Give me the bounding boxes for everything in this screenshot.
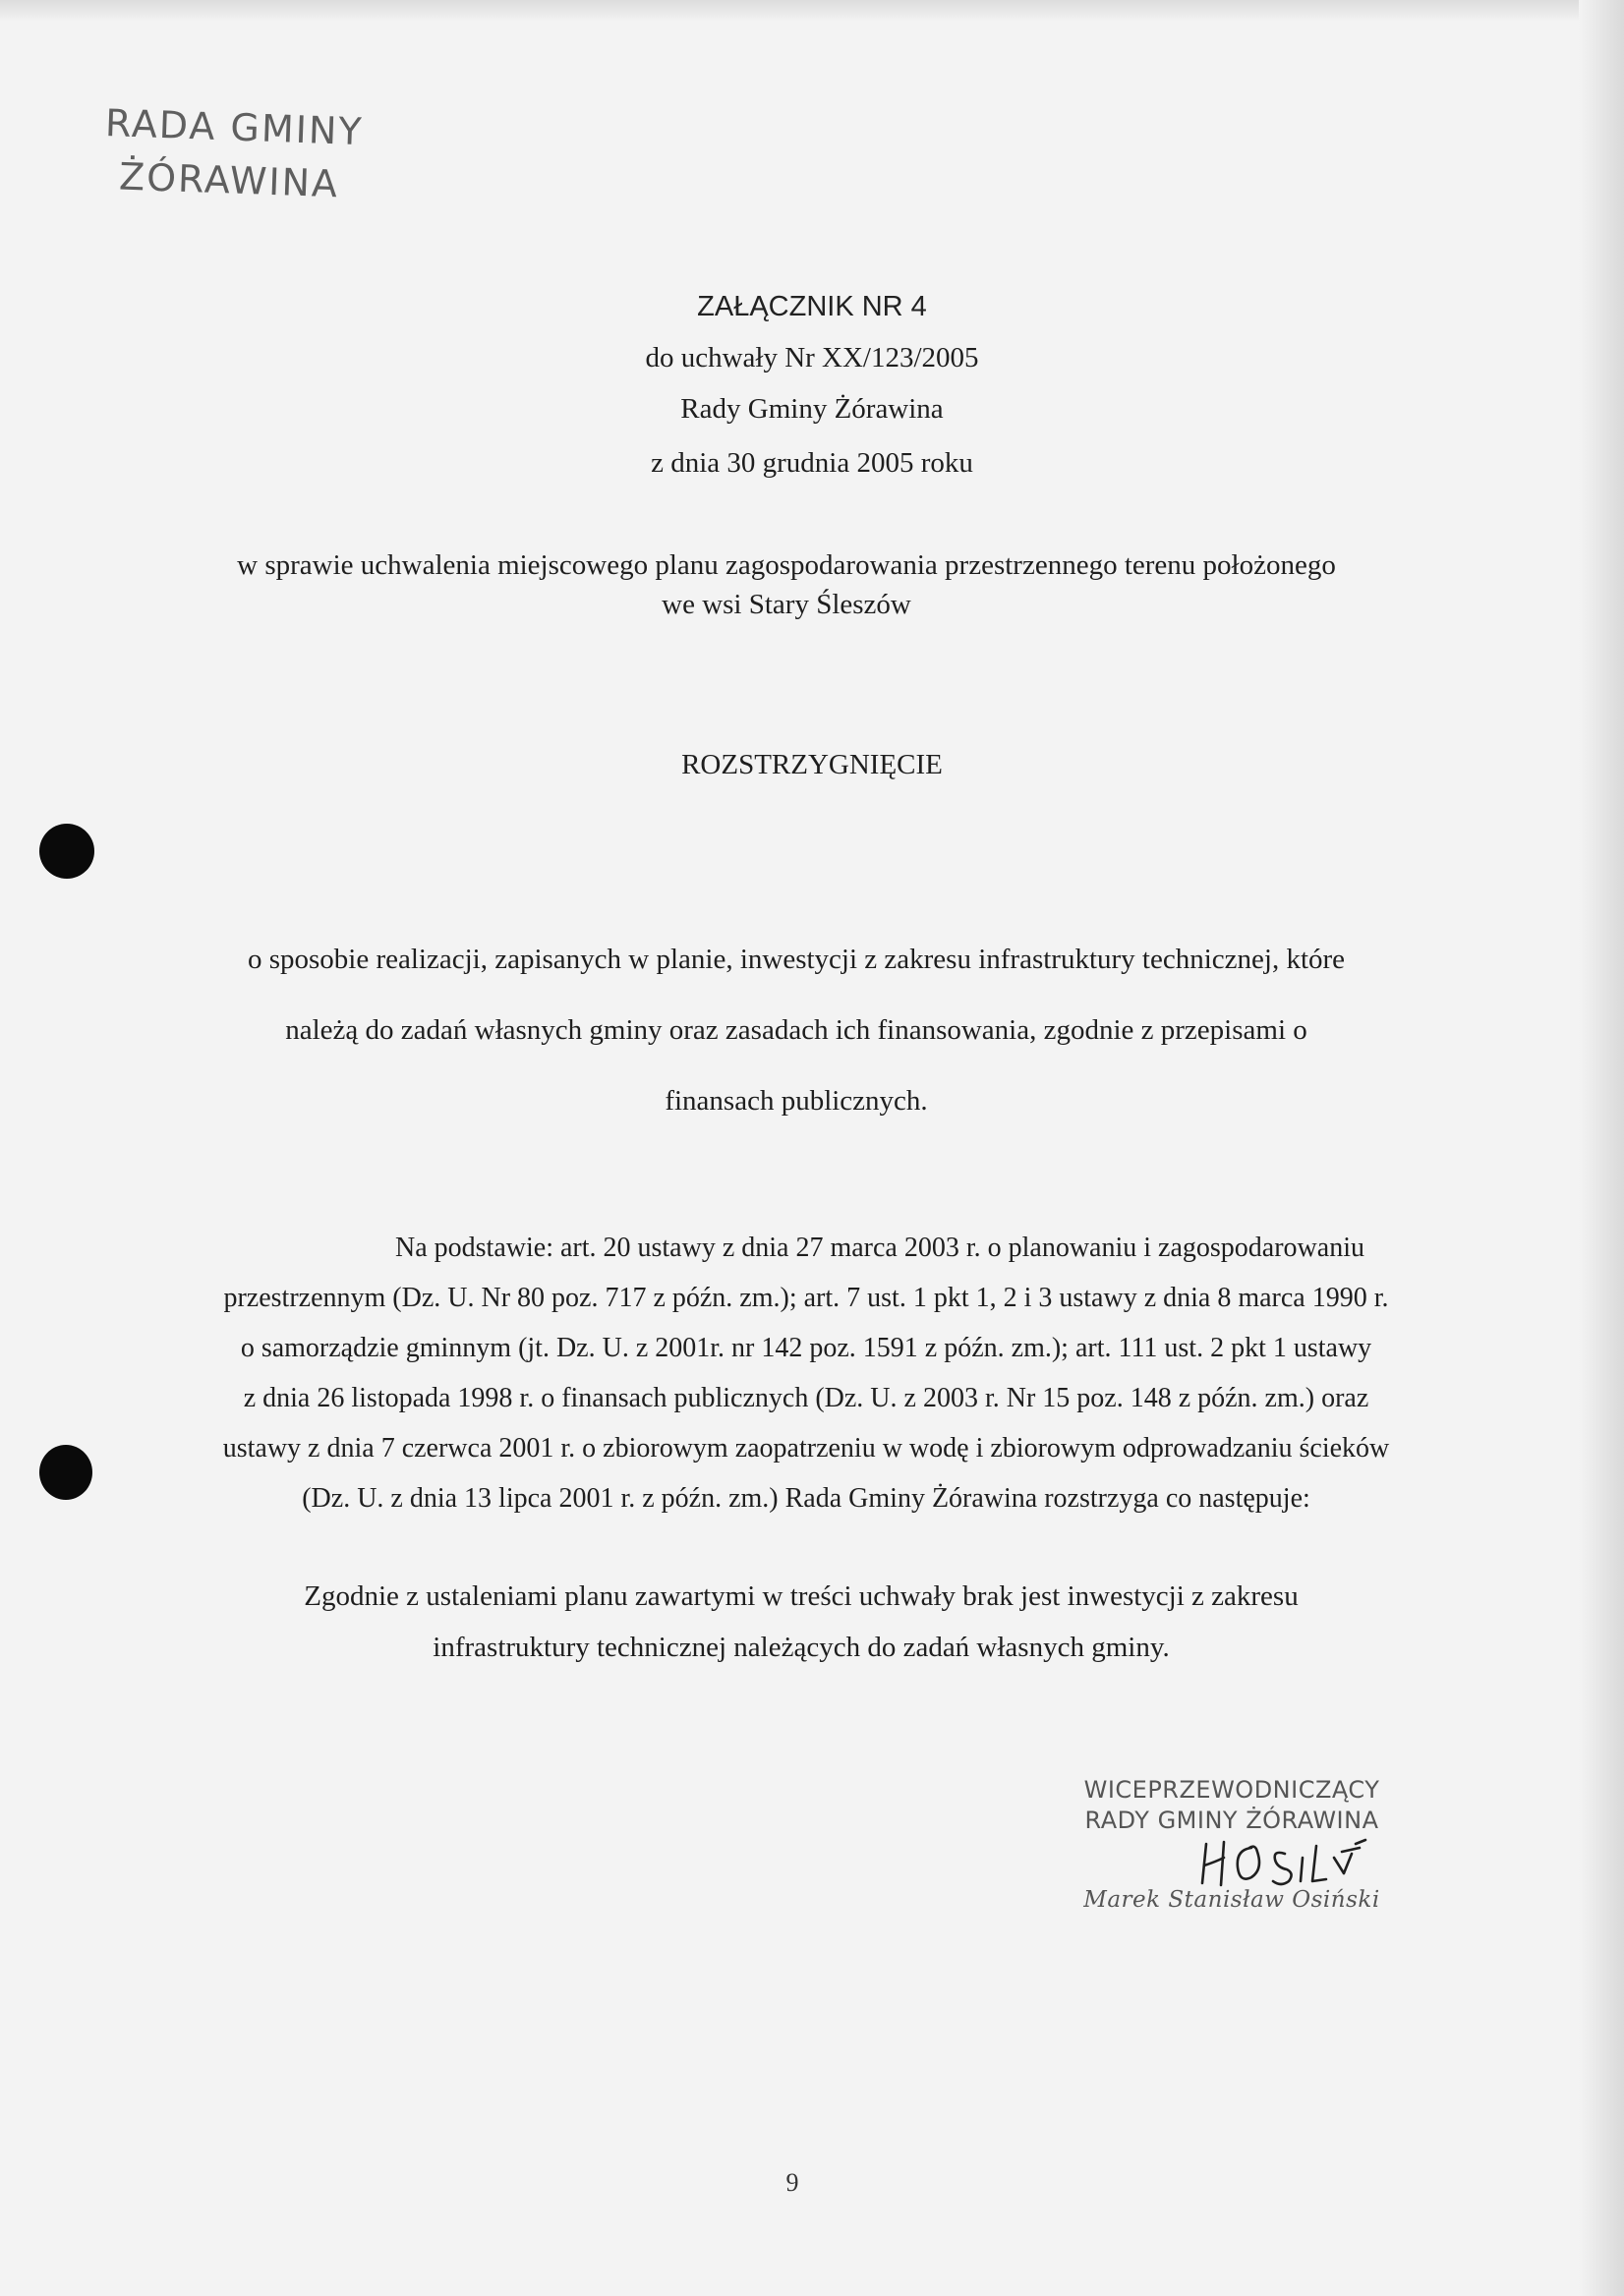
- subject-line-1: w sprawie uchwalenia miejscowego planu zagospodarowania przestrzennego terenu położonego: [237, 549, 1336, 581]
- subject-line-2: we wsi Stary Śleszów: [662, 589, 911, 620]
- decision-purpose: [118, 924, 1475, 1136]
- scan-top-shadow: [0, 0, 1624, 22]
- purpose-line-1: o sposobie realizacji, zapisanych w planie, inwestycji z zakresu infrastruktury technicznej, które: [247, 944, 1346, 975]
- signature-title-line-2: RADY GMINY ŻÓRAWINA: [1084, 1807, 1379, 1834]
- annex-title: ZAŁĄCZNIK NR 4: [697, 291, 927, 322]
- legal-line-3: o samorządzie gminnym (jt. Dz. U. z 2001r. nr 142 poz. 1591 z późn. zm.); art. 111 ust. 2 pkt 1 ustawy: [240, 1333, 1372, 1363]
- purpose-line-2: należą do zadań własnych gminy oraz zasadach ich finansowania, zgodnie z przepisami o: [285, 1014, 1307, 1046]
- resolution-subject: [147, 545, 1425, 624]
- signature-title-line-1: WICEPRZEWODNICZĄCY: [1083, 1776, 1380, 1804]
- resolution-number: do uchwały Nr XX/123/2005: [645, 342, 979, 373]
- legal-line-5: ustawy z dnia 7 czerwca 2001 r. o zbiorowym zaopatrzeniu w wodę i zbiorowym odprowadzaniu ścieków: [222, 1433, 1390, 1464]
- conclusion-line-2: infrastruktury technicznej należących do zadań własnych gminy.: [433, 1632, 1170, 1663]
- stamp-line-1: RADA GMINY: [104, 100, 365, 154]
- conclusion-line-1: Zgodnie z ustaleniami planu zawartymi w treści uchwały brak jest inwestycji z zakresu: [304, 1580, 1299, 1612]
- page-number: 9: [785, 2168, 799, 2197]
- legal-line-2: przestrzennym (Dz. U. Nr 80 poz. 717 z późn. zm.); art. 7 ust. 1 pkt 1, 2 i 3 ustawy z dnia 8 marca 1990 r.: [223, 1283, 1389, 1313]
- handwritten-signature: [1194, 1836, 1371, 1891]
- stamp-line-2: ŻÓRAWINA: [118, 154, 340, 206]
- council-name: Rady Gminy Żórawina: [680, 393, 944, 425]
- legal-line-6: (Dz. U. z dnia 13 lipca 2001 r. z późn. zm.) Rada Gminy Żórawina rozstrzyga co następuje:: [302, 1483, 1310, 1514]
- legal-line-1: Na podstawie: art. 20 ustawy z dnia 27 marca 2003 r. o planowaniu i zagospodarowaniu: [395, 1233, 1364, 1263]
- punch-hole-top: [39, 824, 94, 879]
- council-stamp: [102, 96, 364, 211]
- legal-basis-paragraph: [147, 1223, 1465, 1523]
- decision-title: ROZSTRZYGNIĘCIE: [681, 749, 943, 780]
- signatory-name: Marek Stanisław Osiński: [1083, 1887, 1380, 1913]
- resolution-date: z dnia 30 grudnia 2005 roku: [651, 447, 973, 479]
- legal-line-4: z dnia 26 listopada 1998 r. o finansach publicznych (Dz. U. z 2003 r. Nr 15 poz. 148 z późn. zm.) oraz: [243, 1383, 1369, 1413]
- conclusion-paragraph: [295, 1571, 1307, 1673]
- punch-hole-bottom: [39, 1445, 92, 1500]
- purpose-line-3: finansach publicznych.: [665, 1085, 928, 1117]
